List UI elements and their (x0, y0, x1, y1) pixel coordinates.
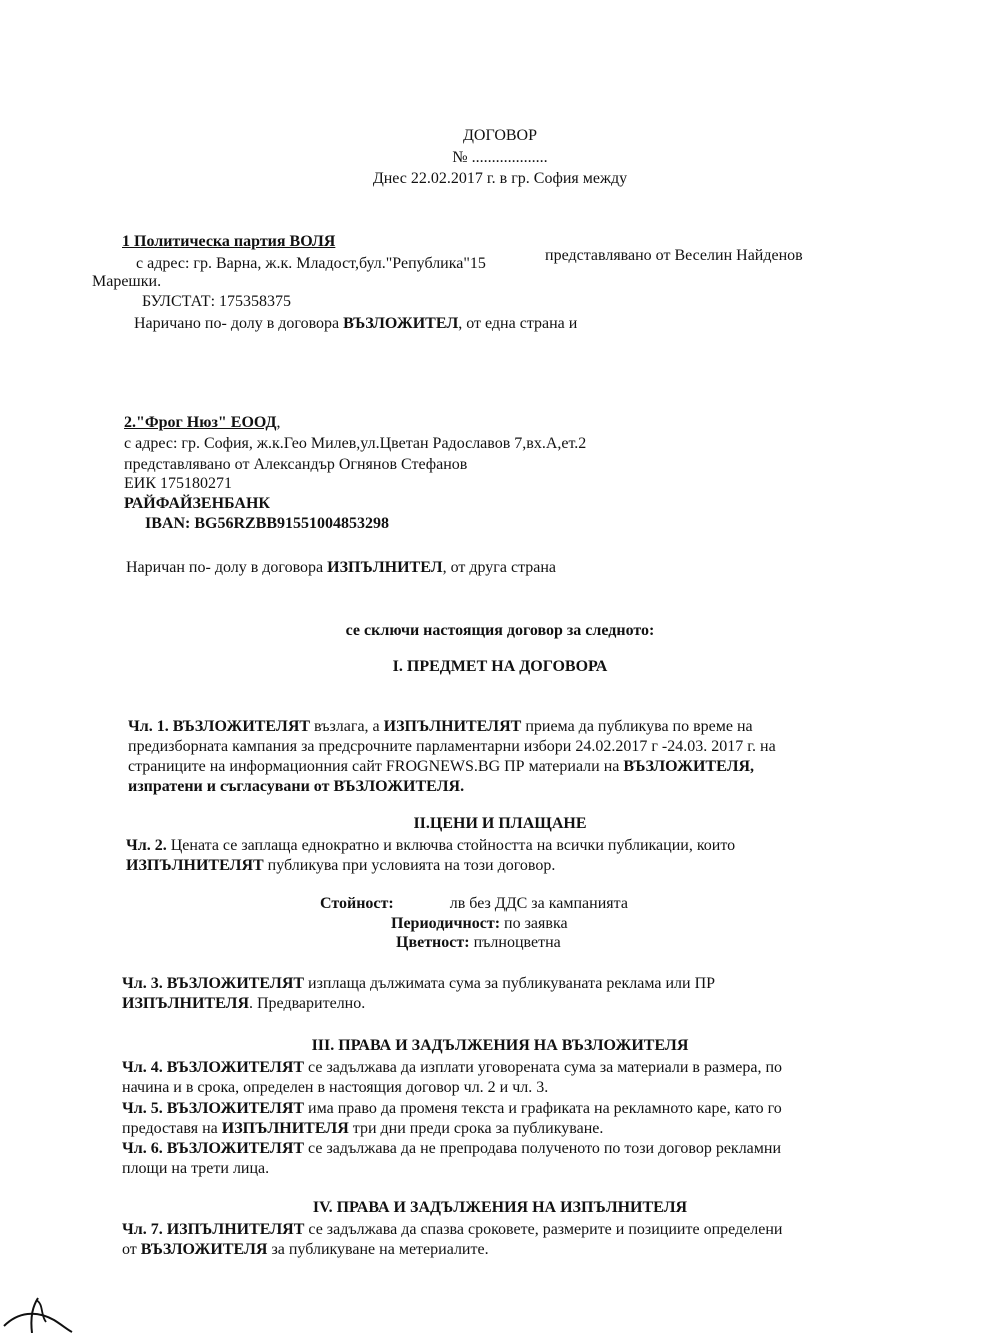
art2-text: Цената се заплаща еднократно и включва стойността на всички публикации, които (166, 837, 736, 854)
art6-label: Чл. 6. ВЪЗЛОЖИТЕЛЯТ (122, 1140, 305, 1157)
party2-name-line (124, 413, 281, 433)
party1-name: 1 Политическа партия ВОЛЯ (122, 233, 336, 250)
art7-text: се задължава да спазва сроковете, размерите и позициите определени (304, 1221, 783, 1238)
art6-text: се задължава да не препродава полученото по този договор рекламни (304, 1140, 782, 1157)
art1-line3a: страниците на информационния сайт FROGNEWS.BG ПР материали на (128, 758, 624, 775)
art7-label: Чл. 7. ИЗПЪЛНИТЕЛЯТ (122, 1221, 305, 1238)
party1-bulstat: БУЛСТАТ: 175358375 (142, 293, 292, 310)
party1-called-role: ВЪЗЛОЖИТЕЛ (343, 315, 459, 332)
period-line (391, 914, 568, 934)
party2-bank: РАЙФАЙЗЕНБАНК (124, 495, 270, 512)
art7-line2 (122, 1240, 489, 1260)
party2-called-post: , от друга страна (442, 559, 557, 576)
art6-line2: площи на трети лица. (122, 1160, 270, 1177)
art7-line1 (122, 1220, 782, 1240)
art2-line2 (126, 856, 555, 876)
value-text: лв без ДДС за кампанията (449, 895, 628, 912)
party2-eik: ЕИК 175180271 (124, 475, 232, 492)
color-label: Цветност: (396, 934, 470, 951)
period-text: по заявка (500, 915, 568, 932)
art7-line2c: за публикуване на метериалите. (267, 1241, 489, 1258)
art5-line1 (122, 1099, 782, 1119)
party1-represented-cont: Марешки. (92, 273, 162, 290)
art7-line2b: ВЪЗЛОЖИТЕЛЯ (140, 1241, 268, 1258)
party2-iban: IBAN: BG56RZBB91551004853298 (145, 515, 390, 532)
art5-text: има право да променя текста и графиката на рекламното каре, като го (304, 1100, 782, 1117)
art1-c: ИЗПЪЛНИТЕЛЯТ (383, 718, 522, 735)
art5-line2c: три дни преди срока за публикуване. (348, 1120, 604, 1137)
party2-name-suffix: , (276, 414, 281, 431)
signature-mark (0, 1290, 90, 1333)
art4-line1 (122, 1058, 782, 1078)
party2-called-pre: Наричан по- долу в договора (126, 559, 328, 576)
document-title: ДОГОВОР (463, 127, 537, 144)
art3-line2a: ИЗПЪЛНИТЕЛЯ (122, 995, 249, 1012)
art5-line2a: предоставя на (122, 1120, 222, 1137)
art1-line4: изпратени и съгласувани от ВЪЗЛОЖИТЕЛЯ. (128, 778, 465, 795)
section3-title: III. ПРАВА И ЗАДЪЛЖЕНИЯ НА ВЪЗЛОЖИТЕЛЯ (311, 1037, 689, 1054)
party1-called-post: , от една страна и (458, 315, 578, 332)
art1-a: ВЪЗЛОЖИТЕЛЯТ (172, 718, 311, 735)
party1-address: с адрес: гр. Варна, ж.к. Младост,бул."Република"15 (136, 255, 486, 272)
art5-line2 (122, 1119, 603, 1139)
art3-line1 (122, 974, 715, 994)
art3-b: изплаща дължимата сума за публикуваната реклама или ПР (304, 975, 716, 992)
party1-represented: представлявано от Веселин Найденов (545, 247, 803, 264)
value-line (320, 894, 628, 914)
art6-line1 (122, 1139, 781, 1159)
art3-line2 (122, 994, 365, 1014)
section4-title: IV. ПРАВА И ЗАДЪЛЖЕНИЯ НА ИЗПЪЛНИТЕЛЯ (312, 1199, 688, 1216)
party2-called-role: ИЗПЪЛНИТЕЛ (327, 559, 443, 576)
art2-label: Чл. 2. (126, 837, 167, 854)
art1-line3b: ВЪЗЛОЖИТЕЛЯ, (623, 758, 755, 775)
party2-name: 2."Фрог Нюз" ЕООД (124, 414, 277, 431)
art5-label: Чл. 5. ВЪЗЛОЖИТЕЛЯТ (122, 1100, 305, 1117)
section1-title: I. ПРЕДМЕТ НА ДОГОВОРА (392, 658, 608, 675)
contract-intro: се сключи настоящия договор за следното: (345, 622, 655, 639)
party2-address: с адрес: гр. София, ж.к.Гео Милев,ул.Цветан Радославов 7,вх.А,ет.2 (124, 435, 587, 452)
contract-number: № ................... (452, 149, 548, 166)
art5-line2b: ИЗПЪЛНИТЕЛЯ (221, 1120, 349, 1137)
art1-b: възлага, а (310, 718, 384, 735)
art2-line2b: публикува при условията на този договор. (263, 857, 556, 874)
art3-line2b: . Предварително. (249, 995, 366, 1012)
section2-title: II.ЦЕНИ И ПЛАЩАНЕ (413, 815, 587, 832)
period-label: Периодичност: (391, 915, 501, 932)
date-line: Днес 22.02.2017 г. в гр. София между (372, 170, 628, 187)
art2-line2a: ИЗПЪЛНИТЕЛЯТ (126, 857, 264, 874)
art1-line1 (128, 717, 753, 737)
art1-d: приема да публикува по време на (521, 718, 753, 735)
art4-label: Чл. 4. ВЪЗЛОЖИТЕЛЯТ (122, 1059, 305, 1076)
art1-line3 (128, 757, 754, 777)
color-line (396, 933, 561, 953)
party2-called (126, 558, 556, 578)
party1-called (134, 314, 577, 334)
party1-called-pre: Наричано по- долу в договора (134, 315, 344, 332)
art1-label: Чл. 1. (128, 718, 173, 735)
art3-label: Чл. 3. (122, 975, 167, 992)
art1-line2: предизборната кампания за предсрочните парламентарни избори 24.02.2017 г -24.03. 2017 г. на (128, 738, 776, 755)
art3-a: ВЪЗЛОЖИТЕЛЯТ (166, 975, 305, 992)
art7-line2a: от (122, 1241, 141, 1258)
art4-line2: начина и в срока, определен в настоящия договор чл. 2 и чл. 3. (122, 1079, 549, 1096)
art4-text: се задължава да изплати уговорената сума за материали в размера, по (304, 1059, 783, 1076)
art2-line1 (126, 836, 735, 856)
party2-represented: представлявано от Александър Огнянов Стефанов (124, 456, 468, 473)
value-label: Стойност: (320, 895, 394, 912)
color-text: пълноцветна (469, 934, 561, 951)
